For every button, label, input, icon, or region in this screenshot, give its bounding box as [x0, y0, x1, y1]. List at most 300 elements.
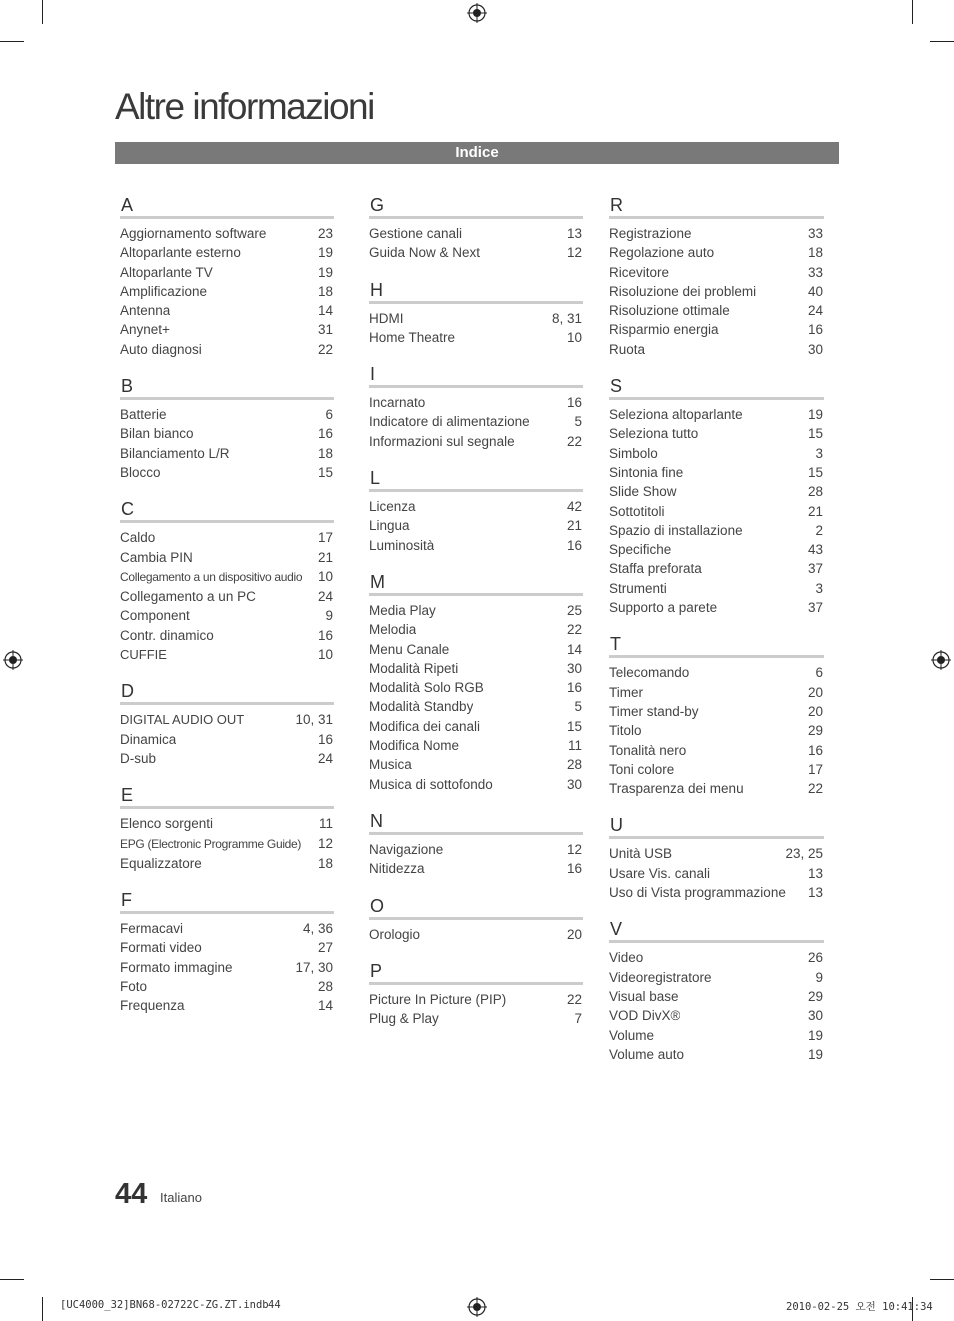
- index-page-ref: 12: [317, 835, 333, 851]
- index-page-ref: 16: [317, 731, 333, 747]
- index-term: Toni colore: [609, 761, 675, 777]
- index-term: Contr. dinamico: [120, 627, 214, 643]
- index-page-ref: 14: [317, 303, 333, 319]
- index-entry: [609, 405, 824, 424]
- index-term: Risoluzione dei problemi: [609, 283, 757, 299]
- index-entry: [609, 598, 824, 617]
- index-term: Home Theatre: [369, 329, 456, 345]
- index-page-ref: 30: [566, 660, 582, 676]
- index-letter-heading: O: [369, 895, 583, 920]
- index-term: Menu Canale: [369, 641, 450, 657]
- index-term: Specifiche: [609, 542, 672, 558]
- index-page-ref: 16: [566, 680, 582, 696]
- index-entry: [369, 516, 583, 535]
- index-entry: [120, 996, 334, 1015]
- index-term: D-sub: [120, 750, 157, 766]
- index-letter-heading: H: [369, 279, 583, 304]
- index-term: Telecomando: [609, 665, 690, 681]
- crop-mark: [0, 41, 24, 42]
- index-page-ref: 22: [566, 991, 582, 1007]
- index-term: Collegamento a un dispositivo audio: [120, 569, 303, 584]
- index-entry: [120, 224, 334, 243]
- index-page-ref: 42: [566, 499, 582, 515]
- index-term: Navigazione: [369, 841, 444, 857]
- index-entry: [369, 601, 583, 620]
- index-entry: [609, 760, 824, 779]
- index-page-ref: 18: [317, 855, 333, 871]
- footer-filename: [UC4000_32]BN68-02722C-ZG.ZT.indb: [60, 1299, 269, 1311]
- index-term: Auto diagnosi: [120, 341, 202, 357]
- index-page-ref: 5: [574, 414, 582, 430]
- index-entry: [369, 925, 583, 944]
- index-term: Elenco sorgenti: [120, 816, 214, 832]
- index-page-ref: 28: [807, 484, 823, 500]
- index-term: Altoparlante TV: [120, 264, 213, 280]
- index-term: HDMI: [369, 310, 404, 326]
- index-entry: [609, 482, 824, 501]
- index-entry: [369, 678, 583, 697]
- index-entry: [120, 977, 334, 996]
- index-entry: [609, 702, 824, 721]
- index-entry: [609, 1045, 824, 1064]
- index-entry: [609, 282, 824, 301]
- index-term: Fermacavi: [120, 921, 184, 937]
- index-term: Seleziona altoparlante: [609, 407, 743, 423]
- index-term: Tonalità nero: [609, 742, 687, 758]
- index-page-ref: 21: [317, 549, 333, 565]
- index-entry: [609, 741, 824, 760]
- index-letter-block: [369, 810, 583, 879]
- index-entry: [369, 497, 583, 516]
- index-letter-heading: M: [369, 571, 583, 596]
- index-term: Videoregistratore: [609, 969, 712, 985]
- index-page-ref: 15: [566, 718, 582, 734]
- index-entry: [369, 840, 583, 859]
- index-term: Modalità Ripeti: [369, 660, 459, 676]
- index-entry: [120, 424, 334, 443]
- index-term: Visual base: [609, 988, 679, 1004]
- index-entry: [609, 1026, 824, 1045]
- index-entry: [609, 444, 824, 463]
- index-entry: [120, 263, 334, 282]
- index-letter-heading: B: [120, 375, 334, 400]
- index-term: Volume: [609, 1027, 655, 1043]
- index-term: Dinamica: [120, 731, 177, 747]
- index-letter-heading: N: [369, 810, 583, 835]
- index-entry: [120, 282, 334, 301]
- index-term: Aggiornamento software: [120, 226, 267, 241]
- index-entry: [120, 567, 334, 587]
- index-entry: [609, 579, 824, 598]
- index-letter-block: [120, 784, 334, 873]
- index-page-ref: 8, 31: [551, 310, 582, 326]
- index-term: Trasparenza dei menu: [609, 781, 744, 797]
- index-letter-heading: L: [369, 467, 583, 492]
- index-entry: [120, 710, 334, 729]
- index-term: Video: [609, 950, 644, 966]
- index-term: Strumenti: [609, 580, 667, 596]
- index-term: Blocco: [120, 464, 161, 480]
- index-entry: [120, 463, 334, 482]
- index-term: Foto: [120, 979, 148, 995]
- index-term: Indicatore di alimentazione: [369, 414, 530, 430]
- index-entry: [369, 755, 583, 774]
- index-term: Orologio: [369, 926, 421, 942]
- index-entry: [369, 990, 583, 1009]
- index-letter-block: [609, 814, 824, 902]
- index-entry: [369, 736, 583, 755]
- index-page-ref: 16: [566, 861, 582, 877]
- index-letter-block: [369, 467, 583, 555]
- index-entry: [369, 640, 583, 659]
- index-page-ref: 22: [807, 781, 823, 797]
- index-page-ref: 9: [325, 608, 333, 624]
- index-column-3: [609, 194, 824, 1080]
- index-term: Usare Vis. canali: [609, 865, 711, 881]
- index-term: Modalità Standby: [369, 699, 474, 715]
- index-page-ref: 31: [317, 322, 333, 338]
- index-page-ref: 23: [317, 226, 333, 241]
- index-page-ref: 19: [807, 1027, 823, 1043]
- index-page-ref: 33: [807, 264, 823, 280]
- index-term: Modifica dei canali: [369, 718, 481, 734]
- index-page-ref: 30: [566, 776, 582, 792]
- index-term: Bilan bianco: [120, 426, 194, 442]
- index-letter-block: [120, 889, 334, 1015]
- index-term: Media Play: [369, 602, 436, 618]
- index-term: Nitidezza: [369, 861, 425, 877]
- index-term: Formati video: [120, 940, 202, 956]
- index-term: Musica: [369, 757, 412, 773]
- index-page-ref: 29: [807, 723, 823, 739]
- index-entry: [120, 606, 334, 625]
- page-title: Altre informazioni: [115, 86, 374, 127]
- index-term: Batterie: [120, 407, 167, 423]
- index-entry: [369, 412, 583, 431]
- index-entry: [369, 393, 583, 412]
- index-page-ref: 16: [317, 426, 333, 442]
- index-page-ref: 28: [566, 757, 582, 773]
- index-page-ref: 16: [566, 537, 582, 553]
- index-column-1: [120, 194, 334, 1032]
- index-entry: [609, 224, 824, 243]
- index-letter-block: [369, 279, 583, 348]
- index-entry: [609, 301, 824, 320]
- index-term: Modalità Solo RGB: [369, 680, 484, 696]
- index-entry: [609, 540, 824, 559]
- index-term: Musica di sottofondo: [369, 776, 493, 792]
- index-page-ref: 40: [807, 283, 823, 299]
- index-page-ref: 17: [807, 761, 823, 777]
- crop-mark: [930, 41, 954, 42]
- index-page-ref: 10: [566, 329, 582, 345]
- index-term: Ricevitore: [609, 264, 670, 280]
- index-page-ref: 30: [807, 341, 823, 357]
- index-entry: [609, 779, 824, 798]
- index-entry: [369, 775, 583, 794]
- index-page-ref: 20: [807, 684, 823, 700]
- index-page-ref: 26: [807, 950, 823, 966]
- index-entry: [609, 948, 824, 967]
- index-term: Spazio di installazione: [609, 522, 743, 538]
- index-letter-block: [120, 680, 334, 768]
- index-page-ref: 6: [325, 407, 333, 423]
- index-entry: [120, 528, 334, 547]
- index-page-ref: 16: [807, 322, 823, 338]
- index-term: Anynet+: [120, 322, 170, 338]
- index-page-ref: 37: [807, 600, 823, 616]
- index-page-ref: 19: [317, 245, 333, 261]
- index-entry: [120, 444, 334, 463]
- index-letter-block: [369, 363, 583, 451]
- index-term: Sottotitoli: [609, 503, 665, 519]
- index-term: Modifica Nome: [369, 738, 460, 754]
- index-page-ref: 9: [815, 969, 823, 985]
- index-page-ref: 10: [317, 647, 333, 663]
- index-page-ref: 13: [807, 865, 823, 881]
- index-page-ref: 5: [574, 699, 582, 715]
- index-letter-heading: S: [609, 375, 824, 400]
- page-language: Italiano: [160, 1190, 202, 1205]
- index-letter-heading: P: [369, 960, 583, 985]
- index-letter-heading: U: [609, 814, 824, 839]
- index-term: Regolazione auto: [609, 245, 715, 261]
- index-page-ref: 14: [566, 641, 582, 657]
- index-entry: [609, 1006, 824, 1025]
- index-entry: [609, 320, 824, 339]
- index-letter-block: [369, 194, 583, 263]
- index-term: Supporto a parete: [609, 600, 718, 616]
- index-entry: [369, 243, 583, 262]
- crop-mark: [42, 0, 43, 24]
- crop-mark: [930, 1279, 954, 1280]
- index-page-ref: 24: [317, 750, 333, 766]
- index-page-ref: 22: [317, 341, 333, 357]
- index-page-ref: 22: [566, 622, 582, 638]
- index-term: Plug & Play: [369, 1011, 439, 1027]
- index-letter-heading: G: [369, 194, 583, 219]
- page-number: 44: [115, 1178, 148, 1210]
- index-term: Picture In Picture (PIP): [369, 991, 507, 1007]
- index-entry: [369, 697, 583, 716]
- index-entry: [609, 864, 824, 883]
- index-term: Informazioni sul segnale: [369, 433, 515, 449]
- index-entry: [369, 224, 583, 243]
- index-entry: [609, 521, 824, 540]
- index-letter-heading: F: [120, 889, 334, 914]
- index-page-ref: 19: [317, 264, 333, 280]
- index-entry: [609, 463, 824, 482]
- index-page-ref: 16: [317, 627, 333, 643]
- crop-mark: [912, 0, 913, 24]
- index-page-ref: 6: [815, 665, 823, 681]
- index-entry: [120, 645, 334, 664]
- index-letter-block: [369, 895, 583, 944]
- index-page-ref: 27: [317, 940, 333, 956]
- index-entry: [609, 243, 824, 262]
- index-term: Sintonia fine: [609, 464, 684, 480]
- index-term: Licenza: [369, 499, 416, 515]
- footer-page: 44: [268, 1299, 281, 1311]
- index-letter-block: [120, 194, 334, 359]
- index-entry: [120, 814, 334, 833]
- index-term: DIGITAL AUDIO OUT: [120, 712, 245, 728]
- index-letter-heading: C: [120, 498, 334, 523]
- index-entry: [120, 834, 334, 854]
- index-page-ref: 16: [807, 742, 823, 758]
- index-page-ref: 43: [807, 542, 823, 558]
- index-entry: [609, 683, 824, 702]
- index-term: Timer: [609, 684, 643, 700]
- index-term: Frequenza: [120, 998, 185, 1014]
- index-entry: [609, 502, 824, 521]
- index-page-ref: 12: [566, 841, 582, 857]
- index-term: Bilanciamento L/R: [120, 445, 230, 461]
- index-page-ref: 13: [807, 885, 823, 901]
- index-entry: [609, 883, 824, 902]
- index-page-ref: 24: [317, 589, 333, 605]
- index-letter-heading: T: [609, 633, 824, 658]
- registration-mark-icon: [467, 3, 487, 23]
- registration-mark-icon: [3, 650, 23, 670]
- index-term: Unità USB: [609, 846, 673, 862]
- index-page-ref: 3: [815, 445, 823, 461]
- index-entry: [369, 536, 583, 555]
- index-term: Formato immagine: [120, 959, 233, 975]
- index-term: Amplificazione: [120, 283, 208, 299]
- index-page-ref: 20: [807, 703, 823, 719]
- index-term: Risparmio energia: [609, 322, 719, 338]
- index-entry: [609, 424, 824, 443]
- index-entry: [120, 587, 334, 606]
- index-page-ref: 20: [566, 926, 582, 942]
- index-page-ref: 21: [566, 518, 582, 534]
- index-page-ref: 21: [807, 503, 823, 519]
- index-entry: [609, 340, 824, 359]
- index-letter-block: [369, 960, 583, 1029]
- index-entry: [120, 626, 334, 645]
- index-term: Lingua: [369, 518, 410, 534]
- crop-mark: [42, 1297, 43, 1321]
- section-header: Indice: [115, 142, 839, 164]
- index-page-ref: 19: [807, 407, 823, 423]
- index-letter-heading: R: [609, 194, 824, 219]
- index-term: Simbolo: [609, 445, 658, 461]
- index-page-ref: 23, 25: [785, 846, 823, 862]
- index-term: Guida Now & Next: [369, 245, 481, 261]
- index-letter-heading: I: [369, 363, 583, 388]
- index-term: Cambia PIN: [120, 549, 193, 565]
- index-term: Risoluzione ottimale: [609, 303, 730, 319]
- index-term: Gestione canali: [369, 226, 463, 241]
- index-term: Seleziona tutto: [609, 426, 699, 442]
- index-page-ref: 11: [567, 738, 582, 754]
- index-term: Registrazione: [609, 226, 692, 241]
- index-entry: [369, 1009, 583, 1028]
- index-entry: [609, 663, 824, 682]
- index-term: Equalizzatore: [120, 855, 202, 871]
- index-page-ref: 4, 36: [302, 921, 333, 937]
- index-page-ref: 13: [566, 226, 582, 241]
- index-entry: [120, 730, 334, 749]
- index-entry: [369, 328, 583, 347]
- index-entry: [120, 340, 334, 359]
- index-letter-heading: E: [120, 784, 334, 809]
- index-page-ref: 30: [807, 1008, 823, 1024]
- index-term: Antenna: [120, 303, 171, 319]
- crop-mark: [0, 1279, 24, 1280]
- index-letter-heading: D: [120, 680, 334, 705]
- index-term: Titolo: [609, 723, 642, 739]
- index-page-ref: 24: [807, 303, 823, 319]
- footer-datetime: 2010-02-25 오전 10:41:34: [786, 1301, 933, 1313]
- index-entry: [369, 717, 583, 736]
- index-entry: [120, 243, 334, 262]
- index-entry: [120, 301, 334, 320]
- index-page-ref: 22: [566, 433, 582, 449]
- index-page-ref: 2: [815, 522, 823, 538]
- index-page-ref: 16: [566, 395, 582, 411]
- index-entry: [120, 919, 334, 938]
- index-page-ref: 18: [317, 283, 333, 299]
- index-page-ref: 28: [317, 979, 333, 995]
- index-page-ref: 14: [317, 998, 333, 1014]
- index-letter-block: [120, 375, 334, 482]
- index-term: Ruota: [609, 341, 646, 357]
- index-term: EPG (Electronic Programme Guide): [120, 836, 302, 851]
- index-entry: [120, 548, 334, 567]
- index-page-ref: 17: [317, 530, 333, 546]
- index-page-ref: 15: [807, 464, 823, 480]
- index-entry: [120, 405, 334, 424]
- index-page-ref: 11: [318, 816, 333, 832]
- index-term: Melodia: [369, 622, 417, 638]
- index-entry: [609, 844, 824, 863]
- index-entry: [609, 721, 824, 740]
- index-entry: [369, 620, 583, 639]
- index-entry: [369, 859, 583, 878]
- index-letter-heading: V: [609, 918, 824, 943]
- index-entry: [369, 432, 583, 451]
- index-term: Timer stand-by: [609, 703, 699, 719]
- index-page-ref: 12: [566, 245, 582, 261]
- index-page-ref: 19: [807, 1046, 823, 1062]
- index-term: Collegamento a un PC: [120, 589, 256, 605]
- index-term: Luminosità: [369, 537, 435, 553]
- index-term: Caldo: [120, 530, 156, 546]
- index-letter-block: [609, 194, 824, 359]
- index-term: Volume auto: [609, 1046, 685, 1062]
- index-page-ref: 18: [807, 245, 823, 261]
- index-entry: [609, 987, 824, 1006]
- index-page-ref: 25: [566, 602, 582, 618]
- index-term: Component: [120, 608, 190, 624]
- index-entry: [369, 659, 583, 678]
- index-term: CUFFIE: [120, 647, 167, 663]
- index-entry: [369, 309, 583, 328]
- index-page-ref: 17, 30: [295, 959, 333, 975]
- index-page-ref: 7: [574, 1011, 582, 1027]
- index-term: Slide Show: [609, 484, 677, 500]
- index-page-ref: 3: [815, 580, 823, 596]
- index-entry: [609, 559, 824, 578]
- index-entry: [120, 749, 334, 768]
- index-letter-block: [609, 633, 824, 798]
- index-letter-heading: A: [120, 194, 334, 219]
- index-term: Uso di Vista programmazione: [609, 885, 786, 901]
- index-page-ref: 10: [317, 568, 333, 584]
- index-page-ref: 18: [317, 445, 333, 461]
